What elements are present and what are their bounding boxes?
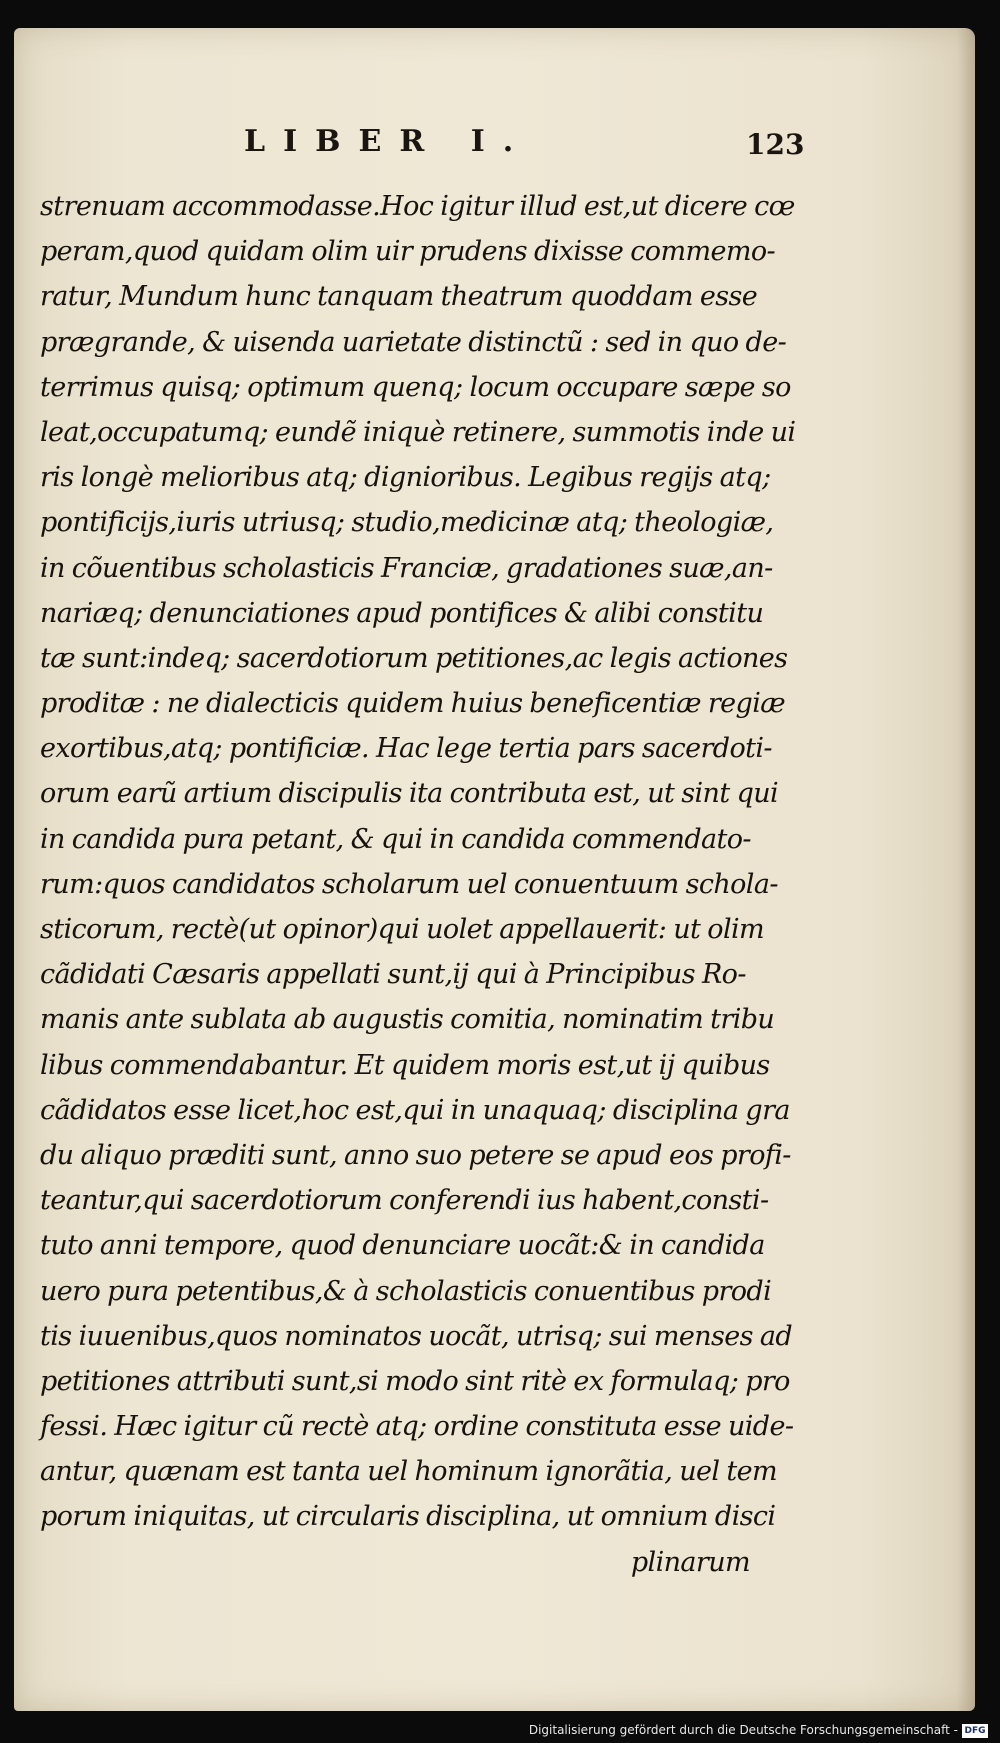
text-line: in cõuentibus scholasticis Franciæ, gradationes suæ,an‑ bbox=[40, 552, 773, 584]
text-line: leat,occupatumq; eundẽ iniquè retinere, summotis inde ui bbox=[40, 416, 796, 448]
text-line: manis ante sublata ab augustis comitia, nominatim tribu bbox=[40, 1004, 775, 1036]
running-head bbox=[14, 124, 975, 168]
text-line: prægrande, & uisenda uarietate distinctũ : sed in quo de‑ bbox=[40, 326, 787, 358]
text-line: tæ sunt:indeq; sacerdotiorum petitiones,ac legis actiones bbox=[40, 642, 788, 674]
text-line: proditæ : ne dialecticis quidem huius beneficentiæ regiæ bbox=[40, 688, 786, 720]
text-line: petitiones attributi sunt,si modo sint ritè ex formulaq; pro bbox=[40, 1365, 790, 1397]
text-line: nariæq; denunciationes apud pontifices & alibi constitu bbox=[40, 597, 764, 629]
funding-credit: Digitalisierung gefördert durch die Deutsche Forschungsgemeinschaft - bbox=[528, 1723, 958, 1737]
text-line: terrimus quisq; optimum quenq; locum occupare sæpe so bbox=[40, 371, 791, 403]
page-number: 123 bbox=[746, 128, 805, 161]
body-text bbox=[40, 184, 796, 1585]
text-line: libus commendabantur. Et quidem moris est,ut ij quibus bbox=[40, 1049, 770, 1081]
text-line: pontificijs,iuris utriusq; studio,medicinæ atq; theologiæ, bbox=[40, 507, 774, 539]
dfg-logo: DFG bbox=[962, 1724, 988, 1738]
text-line: orum earũ artium discipulis ita contributa est, ut sint qui bbox=[40, 778, 779, 810]
text-line: ratur, Mundum hunc tanquam theatrum quoddam esse bbox=[40, 281, 758, 313]
text-line: porum iniquitas, ut circularis disciplina, ut omnium disci bbox=[40, 1501, 776, 1533]
text-line: teantur,qui sacerdotiorum conferendi ius habent,consti‑ bbox=[40, 1185, 769, 1217]
text-line: strenuam accommodasse.Hoc igitur illud est,ut dicere cœ bbox=[40, 191, 795, 222]
text-line: peram,quod quidam olim uir prudens dixisse commemo‑ bbox=[40, 236, 776, 268]
text-line: rum:quos candidatos scholarum uel conuentuum schola‑ bbox=[40, 868, 778, 900]
page-edge-shadow bbox=[957, 28, 975, 1711]
text-line: ris longè melioribus atq; dignioribus. Legibus regijs atq; bbox=[40, 462, 771, 494]
text-line: tis iuuenibus,quos nominatos uocãt, utrisq; sui menses ad bbox=[40, 1320, 793, 1352]
text-line: sticorum, rectè(ut opinor)qui uolet appellauerit: ut olim bbox=[40, 914, 765, 945]
text-line: in candida pura petant, & qui in candida commendato‑ bbox=[40, 823, 751, 855]
text-line: fessi. Hæc igitur cũ rectè atq; ordine constituta esse uide‑ bbox=[40, 1411, 794, 1443]
text-line: uero pura petentibus,& à scholasticis conuentibus prodi bbox=[40, 1275, 772, 1307]
text-line: antur, quænam est tanta uel hominum ignorãtia, uel tem bbox=[40, 1456, 778, 1488]
running-title: LIBER I. bbox=[244, 124, 532, 159]
text-line: tuto anni tempore, quod denunciare uocãt:& in candida bbox=[40, 1230, 765, 1262]
book-page bbox=[14, 28, 975, 1711]
text-line: cãdidati Cæsaris appellati sunt,ij qui à Principibus Ro‑ bbox=[40, 959, 746, 991]
text-line: du aliquo præditi sunt, anno suo petere se apud eos profi‑ bbox=[40, 1139, 791, 1171]
text-line: exortibus,atq; pontificiæ. Hac lege tertia pars sacerdoti‑ bbox=[40, 733, 772, 765]
footer-bar bbox=[0, 1717, 1000, 1743]
text-line: plinarum bbox=[630, 1546, 750, 1578]
text-line: cãdidatos esse licet,hoc est,qui in unaquaq; disciplina gra bbox=[40, 1094, 790, 1126]
